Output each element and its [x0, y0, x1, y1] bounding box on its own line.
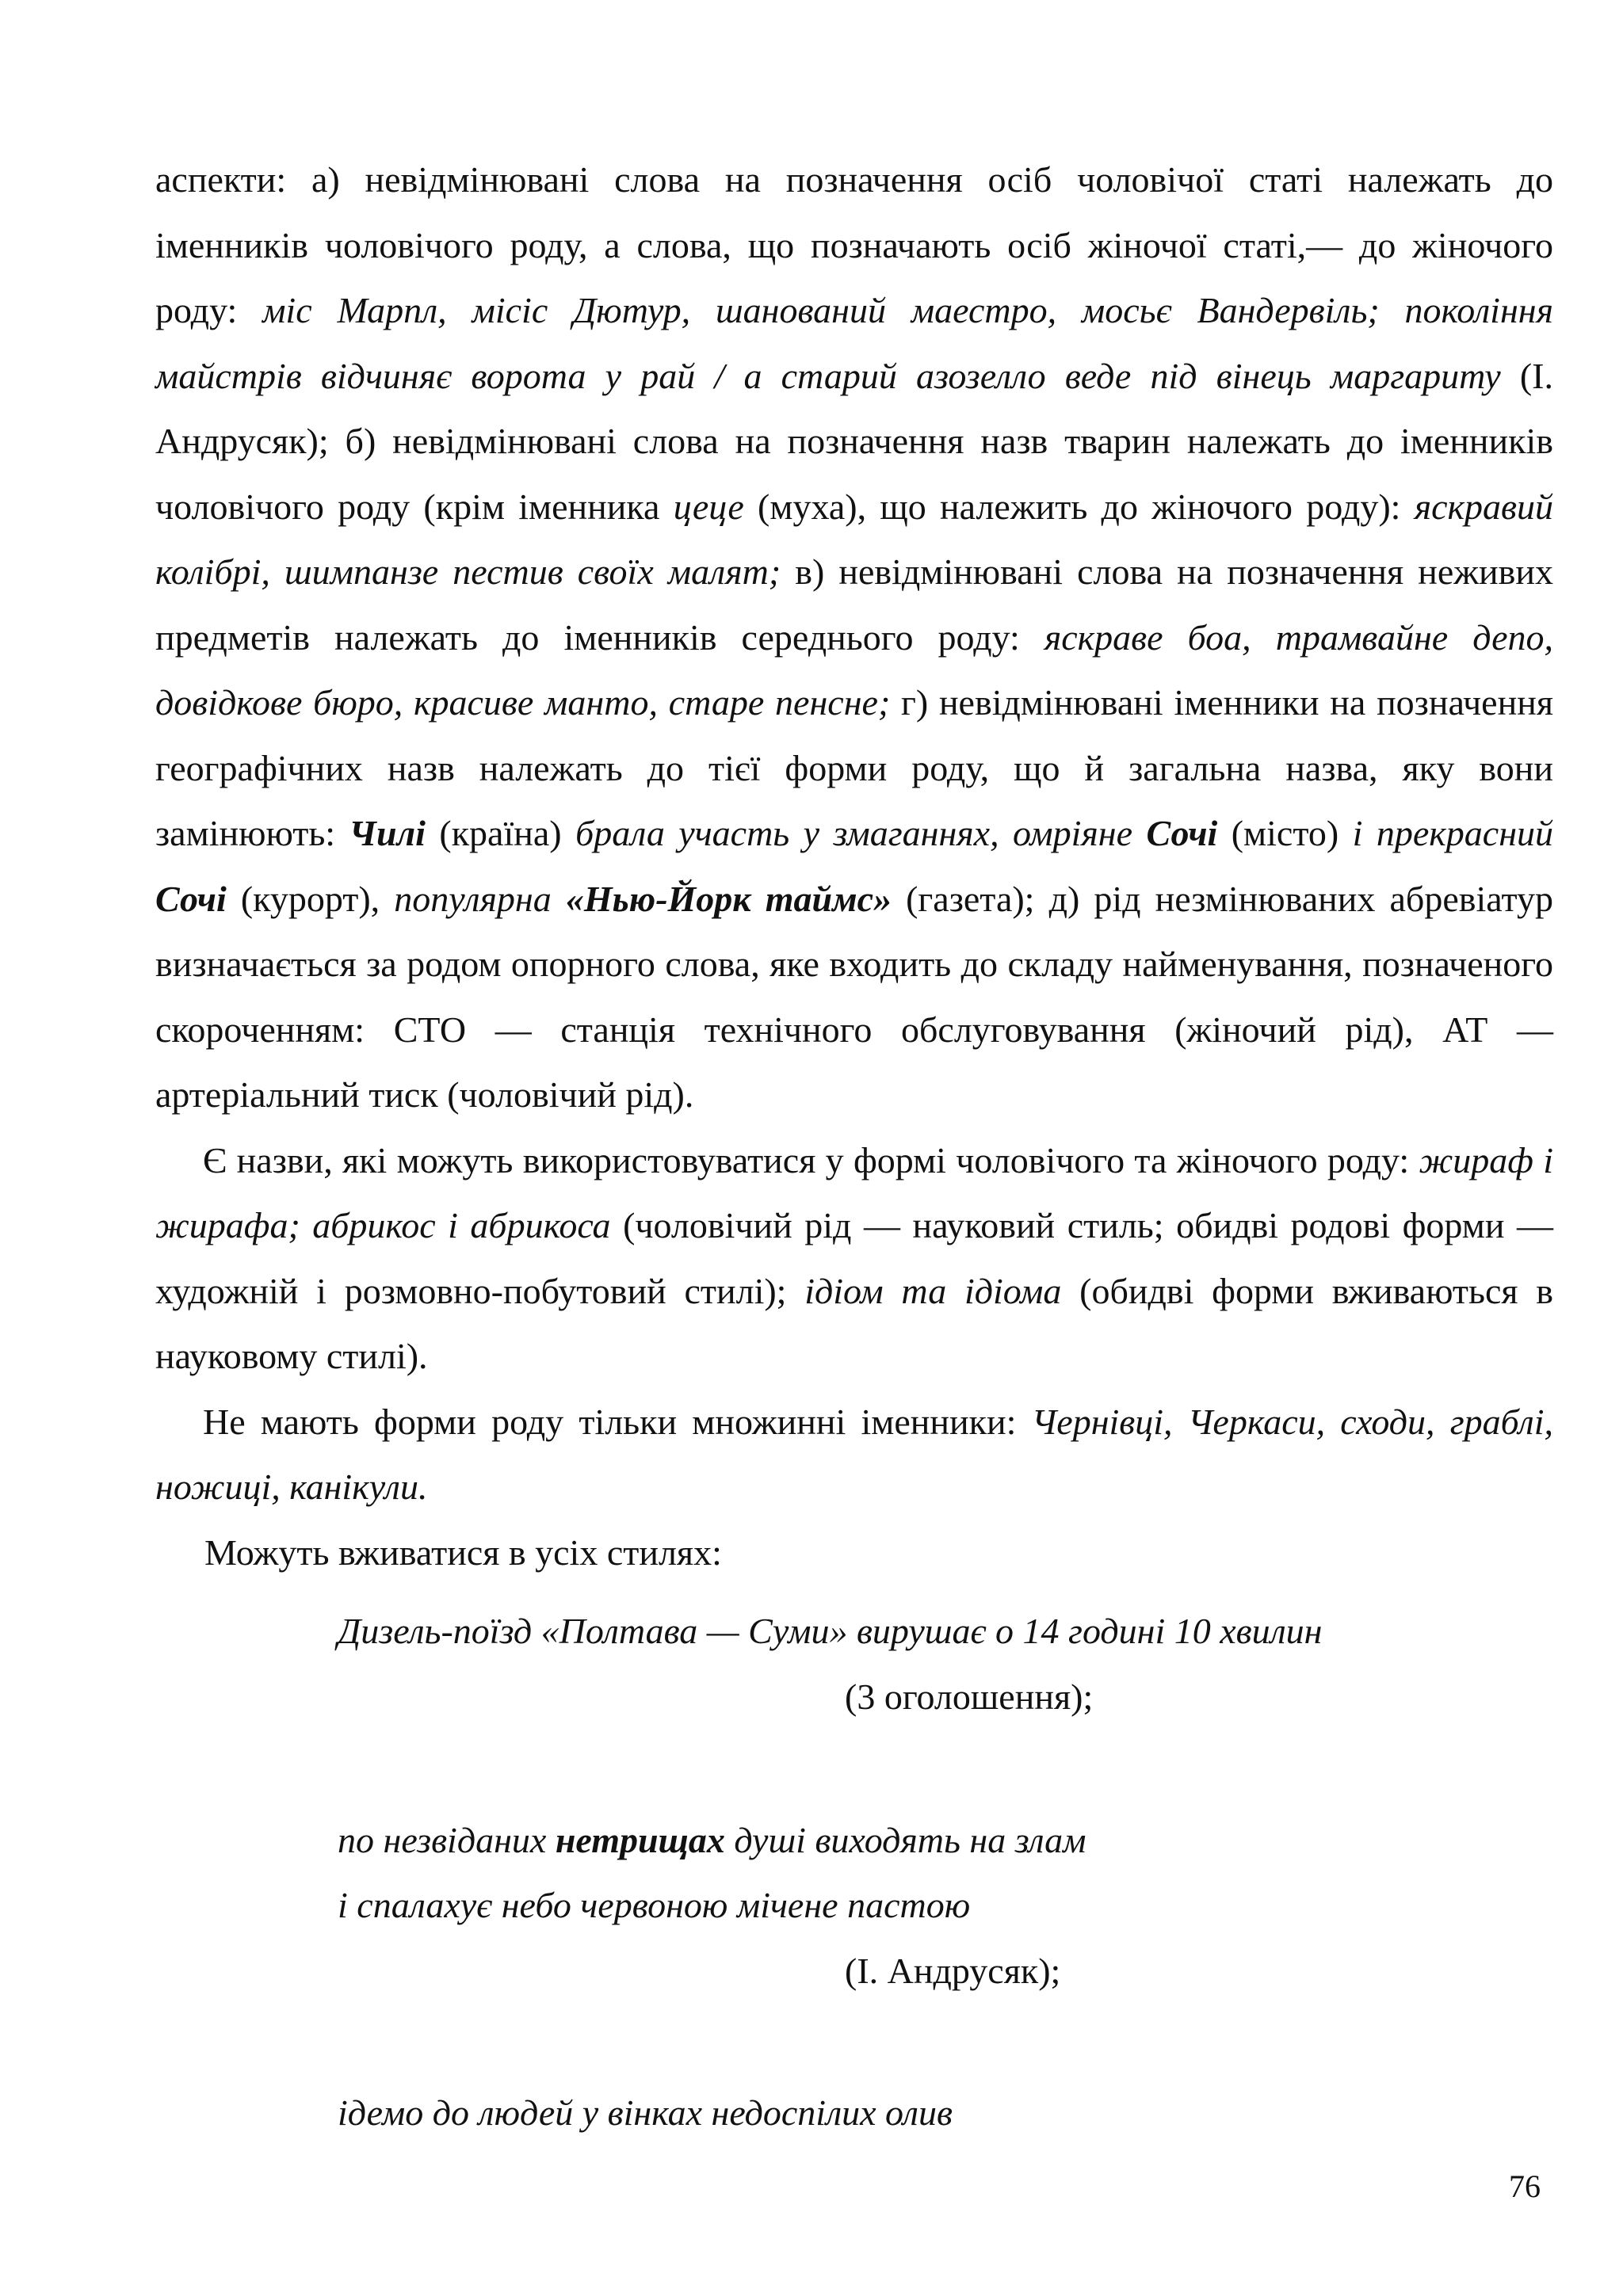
text-run: (муха), що належить до жіночого роду): [743, 486, 1415, 527]
paragraph-dual-gender [155, 1128, 1553, 1390]
poem-line-2: і спалахує небо червоною мічене пастою [338, 1885, 971, 1925]
example-italic: міс Марпл, місіс Дютур, шанований маестро, мосьє Вандервіль; покоління майстрів відчиняє ворота у рай / а старий азозелло веде під вінець маргариту [155, 290, 1553, 396]
paragraph-plural-nouns [155, 1390, 1553, 1520]
text-run: г) невідмінювані іменники на позначення географічних назв належать до тієї форми роду, що й загальна назва, яку вони замінюють: [155, 682, 1553, 853]
example-italic: яскравий колібрі, шимпанзе пестив своїх малят; [155, 486, 1554, 592]
page-number: 76 [1509, 2168, 1541, 2204]
example-italic: яскраве боа, трамвайне депо, довідкове бюро, красиве манто, старе пенсне; [155, 616, 1554, 723]
example-italic: і прекрасний [1352, 813, 1554, 853]
example-italic: жираф і жирафа; абрикос і абрикоса [155, 1139, 1553, 1245]
paragraph-gender-rules [155, 147, 1553, 1128]
text-run: (газета); д) рід незмінюваних абревіатур визначається за родом опорного слова, яке входить до складу найменування, позначеного скороченням: СТО — станція технічного обслуговування (жіночий рід), АТ — артеріальний тиск (чоловічий рід). [155, 878, 1553, 1115]
text-run: (місто) [1217, 813, 1353, 853]
text-run: в) невідмінювані слова на позначення неживих предметів належать до іменників середнього роду: [155, 551, 1553, 658]
quote-source-announcement: (3 оголошення); [845, 1676, 1094, 1717]
text-run: (І. Андрусяк); б) невідмінювані слова на позначення назв тварин належать до іменників чоловічого роду (крім іменника [155, 355, 1553, 527]
text-run: Не мають форми роду тільки множинні іменники: [203, 1401, 1032, 1442]
examples-intro: Можуть вживатися в усіх стилях: [204, 1531, 722, 1573]
text-run: душі виходять на злам [724, 1820, 1086, 1860]
example-italic: ідіом та ідіома [804, 1270, 1062, 1311]
text-run: (чоловічий рід — науковий стиль; обидві родові форми — художній і розмовно-побутовий стилі); [155, 1205, 1553, 1311]
text-run: Є назви, які можуть використовуватися у формі чоловічого та жіночого роду: [203, 1139, 1419, 1180]
text-run: (країна) [425, 813, 576, 853]
example-bold-italic: Чилі [349, 813, 426, 853]
text-run: аспекти: а) невідмінювані слова на позначення осіб чоловічої статі належать до іменників чоловічого роду, а слова, що позначають осіб жіночої статі,— до жіночого роду: [155, 159, 1553, 330]
example-italic: Чернівці, Черкаси, сходи, граблі, ножиці, канікули. [155, 1401, 1554, 1507]
text-run: (обидві форми вживаються в науковому стилі). [155, 1270, 1553, 1376]
text-run: по незвіданих [338, 1820, 556, 1860]
emphasis-bold: нетрищах [555, 1820, 725, 1860]
text-run: (курорт), [226, 878, 395, 919]
poem-line-1 [338, 1808, 1086, 1873]
example-bold-italic: Сочі [155, 878, 227, 919]
example-italic: популярна [394, 878, 566, 919]
example-bold-italic: Сочі [1146, 813, 1218, 853]
poem-line-3: ідемо до людей у вінках недоспілих олив [338, 2092, 953, 2133]
example-italic: цеце [673, 486, 744, 527]
example-italic: брала участь у змаганнях, омріяне [575, 813, 1147, 853]
quote-source-andrusiak: (І. Андрусяк); [845, 1951, 1061, 1991]
example-bold-italic: «Нью-Йорк таймс» [565, 878, 892, 919]
body-text [155, 147, 1553, 1585]
quote-train-announcement: Дизель-поїзд «Полтава — Суми» вирушає о 14 годині 10 хвилин [338, 1611, 1323, 1651]
